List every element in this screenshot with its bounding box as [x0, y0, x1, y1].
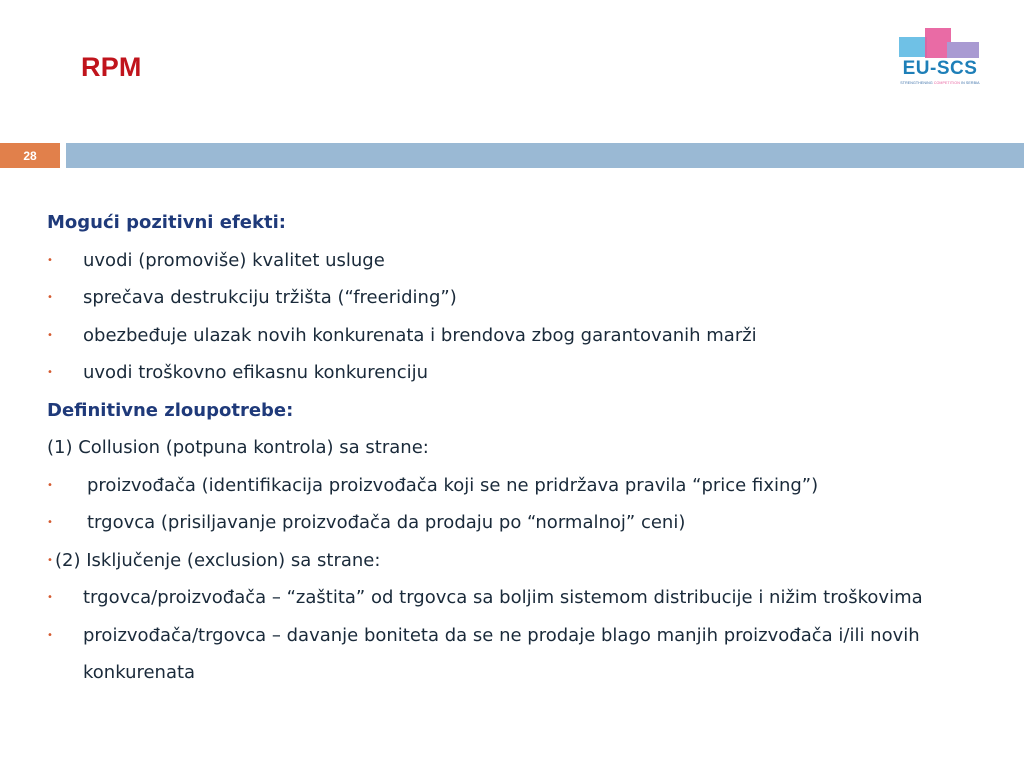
logo-tagline: STRENGTHENING COMPETITION IN SERBIA: [900, 81, 980, 85]
heading-positive-effects: Mogući pozitivni efekti:: [47, 212, 286, 233]
bullet-icon: •: [47, 254, 53, 266]
eu-scs-logo: [896, 24, 986, 88]
list-item: • uvodi troškovno efikasnu konkurenciju: [47, 354, 997, 392]
bullet-icon: •: [47, 329, 53, 341]
bullet-icon: •: [47, 629, 53, 641]
bullet-icon: •: [47, 367, 53, 378]
list-item: • obezbeđuje ulazak novih konkurenata i brendova zbog garantovanih marži: [47, 317, 997, 355]
list-item: • trgovca (prisiljavanje proizvođača da prodaju po “normalnoj” ceni): [47, 504, 997, 542]
abuse2-title: • (2) Isključenje (exclusion) sa strane:: [47, 542, 997, 580]
bullet-icon: •: [47, 479, 53, 491]
list-item: • uvodi (promoviše) kvalitet usluge: [47, 242, 997, 280]
header-bar: [66, 143, 1024, 168]
list-item: • trgovca/proizvođača – “zaštita” od trgovca sa boljim sistemom distribucije i nižim troškovima: [47, 579, 997, 617]
list-item: • proizvođača/trgovca – davanje boniteta da se ne prodaje blago manjih proizvođača i/ili novih konkurenata: [47, 617, 997, 692]
bullet-icon: •: [47, 592, 53, 603]
slide-title: RPM: [81, 52, 142, 82]
logo-blue-square: [899, 37, 927, 57]
list-item: • proizvođača (identifikacija proizvođača koji se ne pridržava pravila “price fixing”): [47, 467, 997, 505]
logo-name: EU-SCS: [902, 58, 978, 79]
bullet-icon: •: [47, 554, 53, 566]
abuse1-title: (1) Collusion (potpuna kontrola) sa strane:: [47, 437, 429, 458]
heading-abuses: Definitivne zloupotrebe:: [47, 399, 294, 421]
logo-purple-square: [947, 42, 979, 58]
bullet-icon: •: [47, 292, 53, 303]
slide-body: [47, 204, 997, 692]
bullet-icon: •: [47, 517, 53, 528]
slide-number: 28: [0, 143, 60, 168]
list-item: • sprečava destrukciju tržišta (“freeriding”): [47, 279, 997, 317]
